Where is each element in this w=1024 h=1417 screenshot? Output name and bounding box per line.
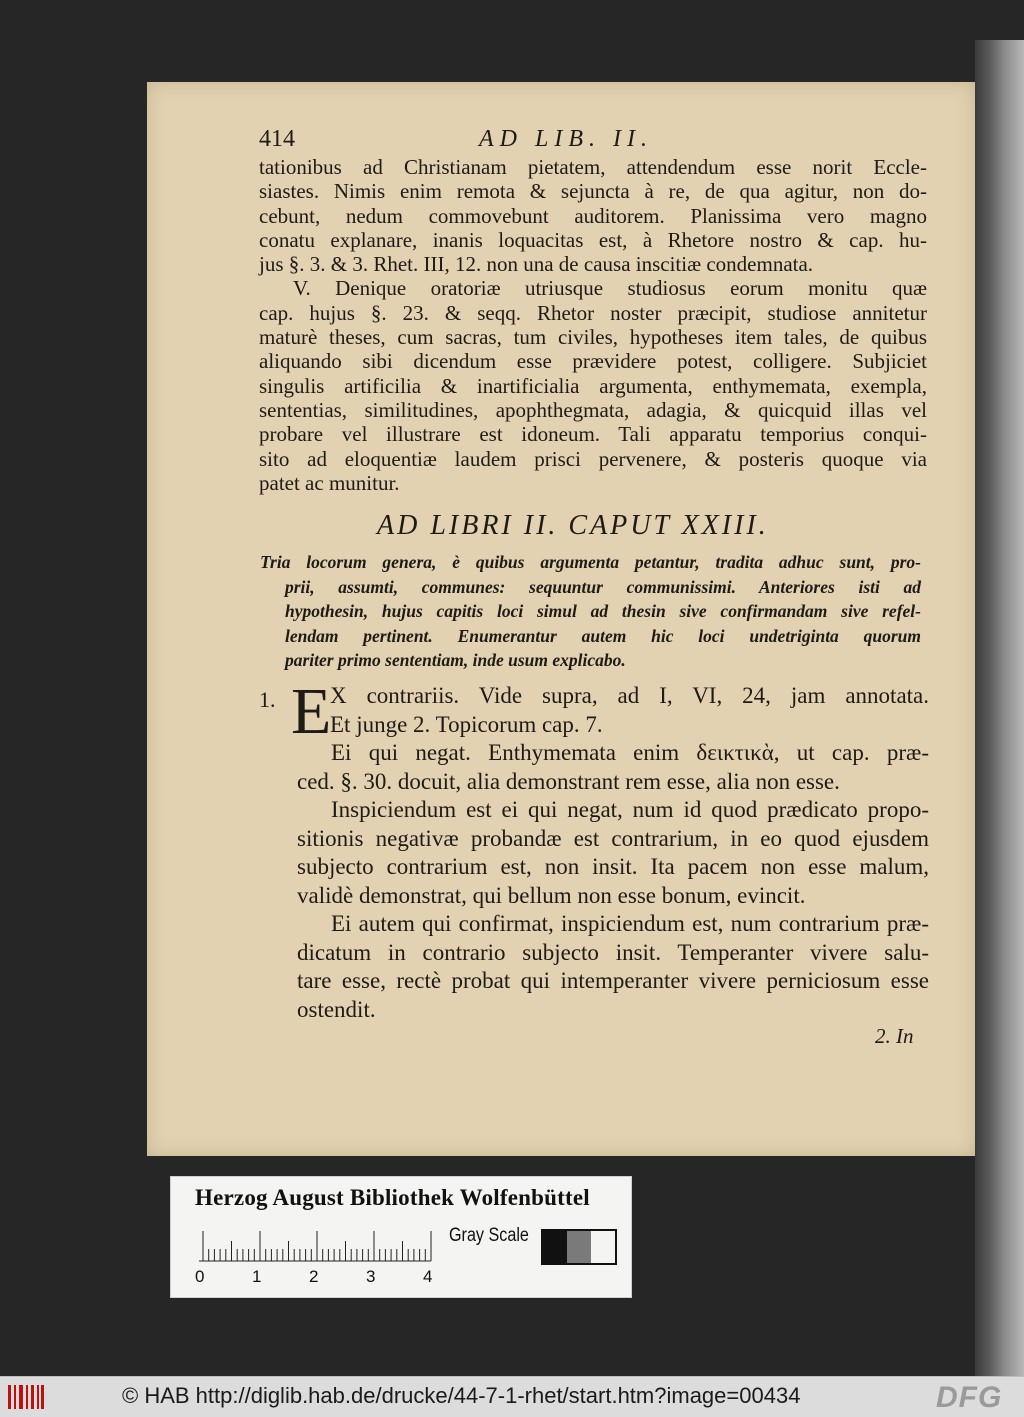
entry-1 (259, 675, 929, 1024)
drop-cap: E (291, 675, 332, 748)
gray-scale-swatch (541, 1229, 617, 1265)
library-name: Herzog August Bibliothek Wolfenbüttel (195, 1185, 590, 1210)
text-line: cap. hujus §. 23. & seqq. Rhetor noster præcipit, studiose annitetur (259, 300, 927, 325)
barcode-icon (6, 1383, 46, 1411)
body-text (259, 155, 927, 495)
text-line: sententias, similitudines, apophthegmata, adagia, & quicquid illas vel (259, 397, 927, 422)
summary-line: hypothesin, hujus capitis loci simul ad thesin sive confirmandam sive refel- (285, 601, 921, 621)
entry-line: ced. §. 30. docuit, alia demonstrant rem esse, alia non esse. (297, 768, 840, 794)
summary-line: pariter primo sententiam, inde usum explicabo. (285, 650, 626, 670)
ruler-number: 3 (366, 1267, 376, 1286)
book-page (147, 82, 975, 1156)
swatch-gray (567, 1231, 591, 1263)
summary-line: prii, assumti, communes: sequuntur communissimi. Anteriores isti ad (285, 576, 921, 597)
text-line: siastes. Nimis enim remota & sejuncta à re, de qua agitur, non do- (259, 179, 927, 204)
entry-line: sitionis negativæ probandæ est contrarium, in eo quod ejusdem (297, 825, 929, 851)
text-line: maturè theses, cum sacras, tum civiles, hypotheses item tales, de quibus (259, 325, 927, 350)
text-line: cebunt, nedum commovebunt auditorem. Planissima vero magno (259, 203, 927, 228)
summary-line: Tria locorum genera, è quibus argumenta petantur, tradita adhuc sunt, pro- (260, 552, 921, 572)
swatch-black (543, 1231, 567, 1263)
ruler-ticks (199, 1225, 439, 1265)
entry-line: subjecto contrarium est, non insit. Ita pacem non esse malum, (297, 854, 929, 879)
entry-number: 1. (259, 687, 276, 712)
page-header (259, 126, 899, 156)
text-line: tationibus ad Christianam pietatem, attendendum esse norit Eccle- (259, 155, 927, 179)
text-line: singulis artificilia & inartificialia argumenta, enthymemata, exempla, (259, 373, 927, 398)
swatch-white (591, 1231, 615, 1263)
page-number: 414 (259, 126, 295, 152)
text-line: V. Denique oratoriæ utriusque studiosus eorum monitu quæ (293, 276, 927, 301)
text-line: conatu explanare, inanis loquacitas est, à Rhetore nostro & cap. hu- (259, 227, 927, 252)
page-stack-edge (975, 40, 1024, 1376)
ruler-number: 0 (195, 1267, 205, 1286)
entry-line: Et junge 2. Topicorum cap. 7. (330, 711, 603, 737)
chapter-title: AD LIBRI II. CAPUT XXIII. (377, 510, 769, 541)
entry-line: validè demonstrat, qui bellum non esse bonum, evincit. (297, 882, 806, 908)
running-head: AD LIB. II. (479, 126, 653, 152)
chapter-summary (260, 550, 921, 673)
entry-line: tare esse, rectè probat qui intemperanter vivere perniciosum esse (297, 968, 929, 993)
ruler-number: 1 (252, 1267, 262, 1286)
gray-scale-label: Gray Scale (449, 1225, 529, 1246)
text-line: sito ad eloquentiæ laudem prisci pervenere, & posteris quoque via (259, 446, 927, 471)
text-line: aliquando sibi dicendum esse prævidere potest, colligere. Subjiciet (259, 349, 927, 374)
entry-line: Ei autem qui confirmat, inspiciendum est, num contrarium præ- (331, 911, 929, 936)
measurement-ruler (199, 1225, 439, 1263)
catchword: 2. In (875, 1024, 914, 1048)
entry-line: dicatum in contrario subjecto insit. Temperanter vivere salu- (297, 939, 929, 965)
text-line: probare vel illustrare est idoneum. Tali apparatu temporius conqui- (259, 422, 927, 447)
summary-line: lendam pertinent. Enumerantur autem hic loci undetriginta quorum (285, 625, 921, 646)
ruler-number: 4 (423, 1267, 433, 1286)
ruler-number: 2 (309, 1267, 319, 1286)
entry-line: Ei qui negat. Enthymemata enim δεικτικὰ, ut cap. præ- (331, 740, 929, 765)
entry-line: ostendit. (297, 996, 376, 1022)
text-line: jus §. 3. & 3. Rhet. III, 12. non una de causa inscitiæ condemnata. (259, 252, 814, 277)
entry-line: Inspiciendum est ei qui negat, num id quod prædicato propo- (331, 797, 929, 822)
copyright-link[interactable]: © HAB http://diglib.hab.de/drucke/44-7-1-rhet/start.htm?image=00434 (122, 1383, 801, 1408)
text-line: patet ac munitur. (259, 470, 400, 495)
dfg-logo: DFG (936, 1381, 1003, 1414)
library-label (170, 1176, 632, 1298)
entry-line: X contrariis. Vide supra, ad I, VI, 24, jam annotata. (330, 683, 929, 708)
viewer-footer (0, 1376, 1024, 1417)
